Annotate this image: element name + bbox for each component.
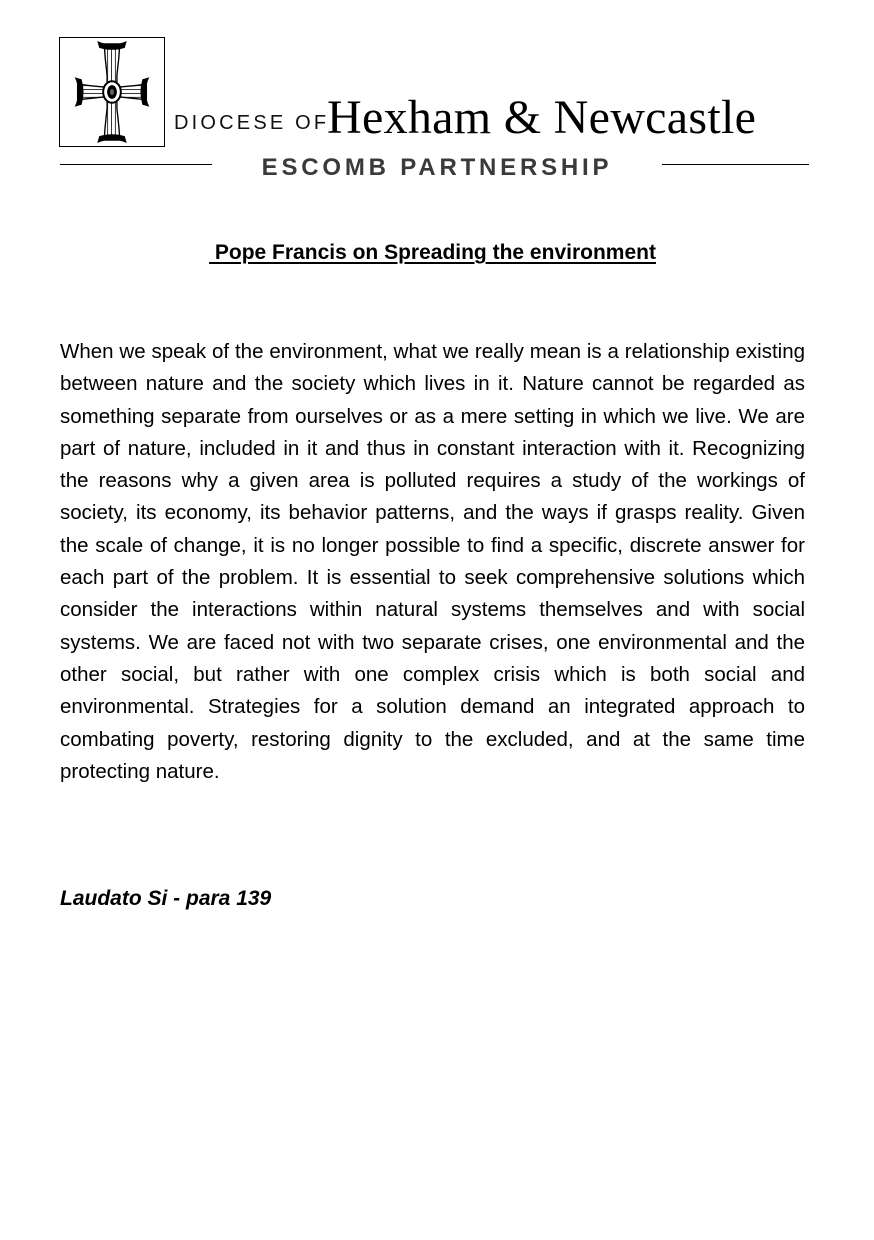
document-title <box>60 241 805 265</box>
cross-icon <box>60 38 164 146</box>
header-rule-right <box>662 164 809 165</box>
document-title-text: Pope Francis on Spreading the environment <box>209 241 656 264</box>
citation: Laudato Si - para 139 <box>60 887 272 910</box>
diocese-prefix: DIOCESE OF <box>174 112 330 134</box>
body-paragraph: When we speak of the environment, what we really mean is a relationship existing between nature and the society which lives in it. Nature cannot be regarded as something separate from ourselves or as a mere setting in which we live. We are part of nature, included in it and thus in constant interaction with it. Recognizing the reasons why a given area is polluted requires a study of the workings of society, its economy, its behavior patterns, and the ways if grasps reality. Given the scale of change, it is no longer possible to find a specific, discrete answer for each part of the problem. It is essential to seek comprehensive solutions which consider the interactions within natural systems themselves and with social systems. We are faced not with two separate crises, one environmental and the other social, but rather with one complex crisis which is both social and environmental. Strategies for a solution demand an integrated approach to combating poverty, restoring dignity to the excluded, and at the same time protecting nature. <box>60 340 805 783</box>
diocese-name: Hexham & Newcastle <box>327 91 757 144</box>
header-rule-left <box>60 164 212 165</box>
diocese-logo <box>59 37 165 147</box>
partnership-name: ESCOMB PARTNERSHIP <box>261 154 613 181</box>
